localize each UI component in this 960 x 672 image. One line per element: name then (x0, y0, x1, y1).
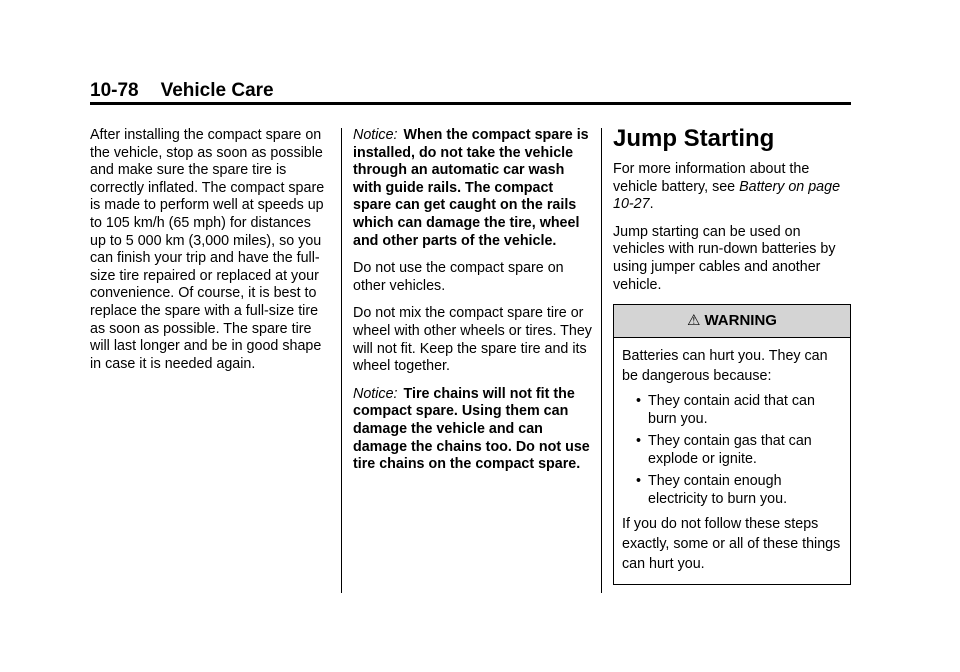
bullet-icon: • (636, 473, 642, 490)
warning-triangle-icon: ⚠ (687, 312, 701, 330)
warning-outro: If you do not follow these steps exactly, some or all of these things can hurt you. (622, 516, 841, 573)
paragraph-other-vehicles: Do not use the compact spare on other vehicles. (353, 260, 564, 294)
warning-box (613, 304, 851, 585)
notice-car-wash (353, 127, 593, 250)
section-title: Vehicle Care (160, 80, 274, 101)
bullet-icon: • (636, 393, 642, 410)
column-2 (353, 127, 593, 484)
column-1 (90, 127, 330, 383)
notice-tire-chains (353, 386, 593, 474)
notice-text: When the compact spare is installed, do not take the vehicle through an automatic car wash with guide rails. The compact spare can get caught on the rails which can damage the tire, wheel and other parts of the vehicle. (353, 127, 589, 249)
battery-reference-paragraph: For more information about the vehicle battery, see Battery on page 10-27. (613, 161, 841, 213)
list-item: • They contain acid that can burn you. (636, 393, 815, 428)
notice-label: Notice: (353, 127, 398, 143)
warning-header (614, 305, 850, 338)
column-divider-2 (601, 128, 602, 593)
warning-body (614, 338, 850, 584)
jump-starting-heading: Jump Starting (613, 125, 775, 152)
page-header (90, 80, 274, 102)
notice-text: Tire chains will not fit the compact spare. Using them can damage the vehicle and can damage the chains too. Do not use tire chains on the compact spare. (353, 385, 590, 473)
notice-label: Notice: (353, 385, 398, 402)
header-rule (90, 102, 851, 105)
battery-page-reference[interactable]: Battery on page 10-27 (613, 178, 841, 213)
list-item: • They contain enough electricity to burn you. (636, 473, 788, 508)
warning-intro: Batteries can hurt you. They can be dangerous because: (622, 348, 828, 385)
list-item: • They contain gas that can explode or ignite. (636, 433, 812, 468)
page-number: 10-78 (90, 80, 139, 101)
column-divider-1 (341, 128, 342, 593)
compact-spare-paragraph: After installing the compact spare on the vehicle, stop as soon as possible and make sure the spare tire is correctly inflated. The compact spare is made to perform well at speeds up to 105 km/h (65 mph) for distances up to 5 000 km (3,000 miles), so you can finish your trip and have the full-size tire repaired or replaced at your convenience. Of course, it is best to replace the spare with a full-size tire as soon as possible. The spare tire will last longer and be in good shape in case it is needed again. (90, 127, 325, 372)
warning-title: WARNING (704, 312, 777, 330)
paragraph-mix-wheels: Do not mix the compact spare tire or wheel with other wheels or tires. They will not fit. Keep the spare tire and its wheel together. (353, 305, 592, 375)
jump-starting-paragraph: Jump starting can be used on vehicles with run-down batteries by using jumper cables and another vehicle. (613, 223, 836, 293)
column-3 (613, 127, 853, 585)
bullet-icon: • (636, 433, 642, 450)
warning-bullets (622, 392, 842, 508)
